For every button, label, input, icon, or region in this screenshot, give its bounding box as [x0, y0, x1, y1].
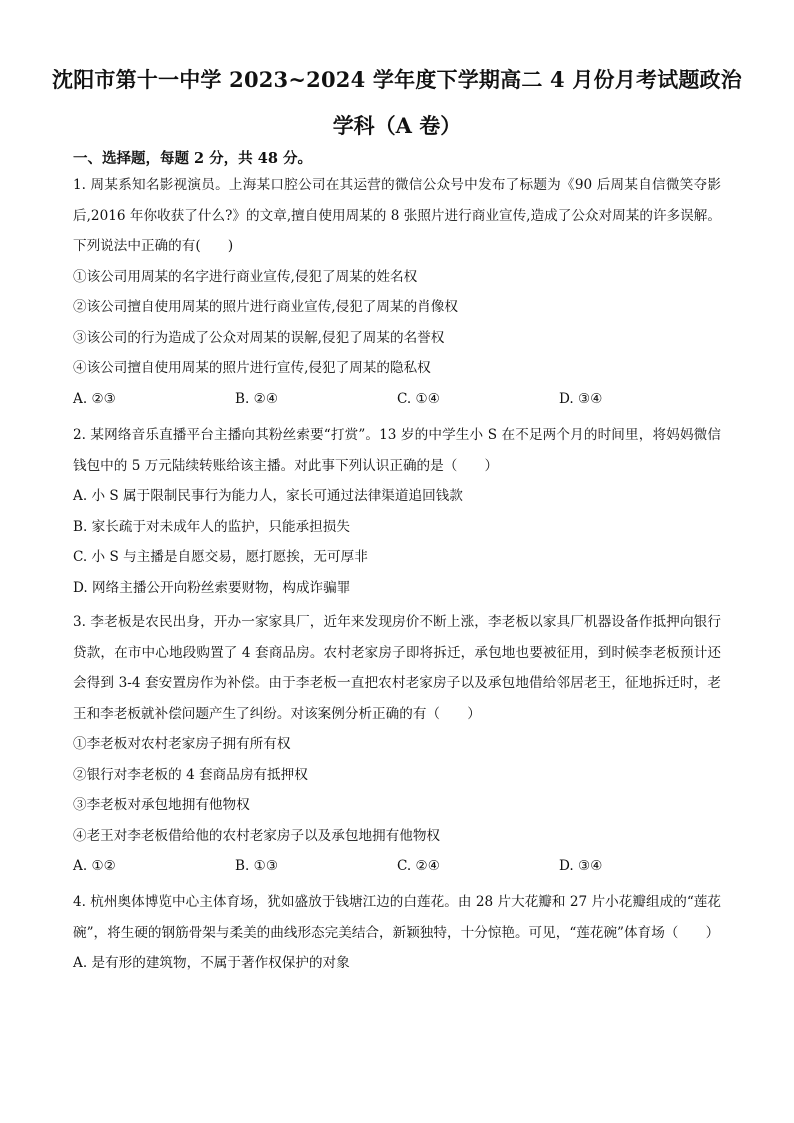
option-d: D. 网络主播公开向粉丝索要财物，构成诈骗罪 — [73, 579, 351, 596]
option-c: C. 小 S 与主播是自愿交易，愿打愿挨，无可厚非 — [73, 549, 368, 565]
question-stem: 3. 李老板是农民出身，开办一家家具厂，近年来发现房价不断上涨，李老板以家具厂机器设备作抵押向银行贷款，在市中心地段购置了 4 套商品房。农村老家房子即将拆迁，承包地也要被征用，到时候李老板预计还会得到 3-4 套安置房作为补偿。由于李老板一直把农村老家房子以及承包地借给邻居老王，征地拆迁时，老王和李老板就补偿问题产生了纠纷。对该案例分析正确的有（ ） — [73, 614, 721, 722]
section-heading: 一、选择题，每题 2 分，共 48 分。 — [73, 150, 312, 167]
question-stem: 1. 周某系知名影视演员。上海某口腔公司在其运营的微信公众号中发布了标题为《90 后周某自信微笑夺影后,2016 年你收获了什么?》的文章,擅自使用周某的 8 张照片进行商业宣传,造成了公众对周某的许多误解。下列说法中正确的有( ) — [73, 177, 721, 254]
option-c: C. ②④ — [397, 858, 440, 874]
statement-item: ③该公司的行为造成了公众对周某的误解,侵犯了周某的名誉权 — [73, 329, 445, 346]
question-4 — [73, 887, 721, 979]
option-d: D. ③④ — [559, 390, 603, 407]
answer-options — [73, 851, 721, 882]
option-a: A. 小 S 属于限制民事行为能力人，家长可通过法律渠道追回钱款 — [73, 488, 463, 504]
statement-item: ①该公司用周某的名字进行商业宣传,侵犯了周某的姓名权 — [73, 268, 418, 285]
statement-item: ①李老板对农村老家房子拥有所有权 — [73, 736, 291, 752]
option-a: A. 是有形的建筑物，不属于著作权保护的对象 — [73, 955, 350, 971]
option-a: A. ②③ — [73, 390, 116, 407]
option-b: B. ①③ — [235, 858, 279, 874]
option-a: A. ①② — [73, 858, 116, 874]
statement-item: ②该公司擅自使用周某的照片进行商业宣传,侵犯了周某的肖像权 — [73, 299, 458, 315]
option-b: B. 家长疏于对未成年人的监护，只能承担损失 — [73, 518, 350, 535]
statement-item: ③李老板对承包地拥有他物权 — [73, 797, 250, 813]
option-c: C. ①④ — [397, 390, 440, 407]
statement-item: ④老王对李老板借给他的农村老家房子以及承包地拥有他物权 — [73, 827, 441, 844]
question-1 — [73, 170, 721, 414]
answer-options — [73, 384, 721, 415]
exam-subtitle: 学科（A 卷） — [332, 113, 462, 138]
question-stem: 4. 杭州奥体博览中心主体育场，犹如盛放于钱塘江边的白莲花。由 28 片大花瓣和 27 片小花瓣组成的“莲花碗”，将生硬的钢筋骨架与柔美的曲线形态完美结合，新颖独特，十分惊艳。可见，“莲花碗”体育场（ ） — [73, 894, 721, 941]
question-2 — [73, 420, 721, 603]
statement-item: ②银行对李老板的 4 套商品房有抵押权 — [73, 766, 308, 783]
question-stem: 2. 某网络音乐直播平台主播向其粉丝索要“打赏”。13 岁的中学生小 S 在不足两个月的时间里，将妈妈微信钱包中的 5 万元陆续转账给该主播。对此事下列认识正确的是（ ） — [73, 427, 721, 474]
option-b: B. ②④ — [235, 390, 279, 407]
exam-title: 沈阳市第十一中学 2023~2024 学年度下学期高二 4 月份月考试题政治 — [52, 67, 742, 92]
question-3 — [73, 607, 721, 882]
option-d: D. ③④ — [559, 858, 603, 874]
statement-item: ④该公司擅自使用周某的照片进行宣传,侵犯了周某的隐私权 — [73, 360, 431, 376]
